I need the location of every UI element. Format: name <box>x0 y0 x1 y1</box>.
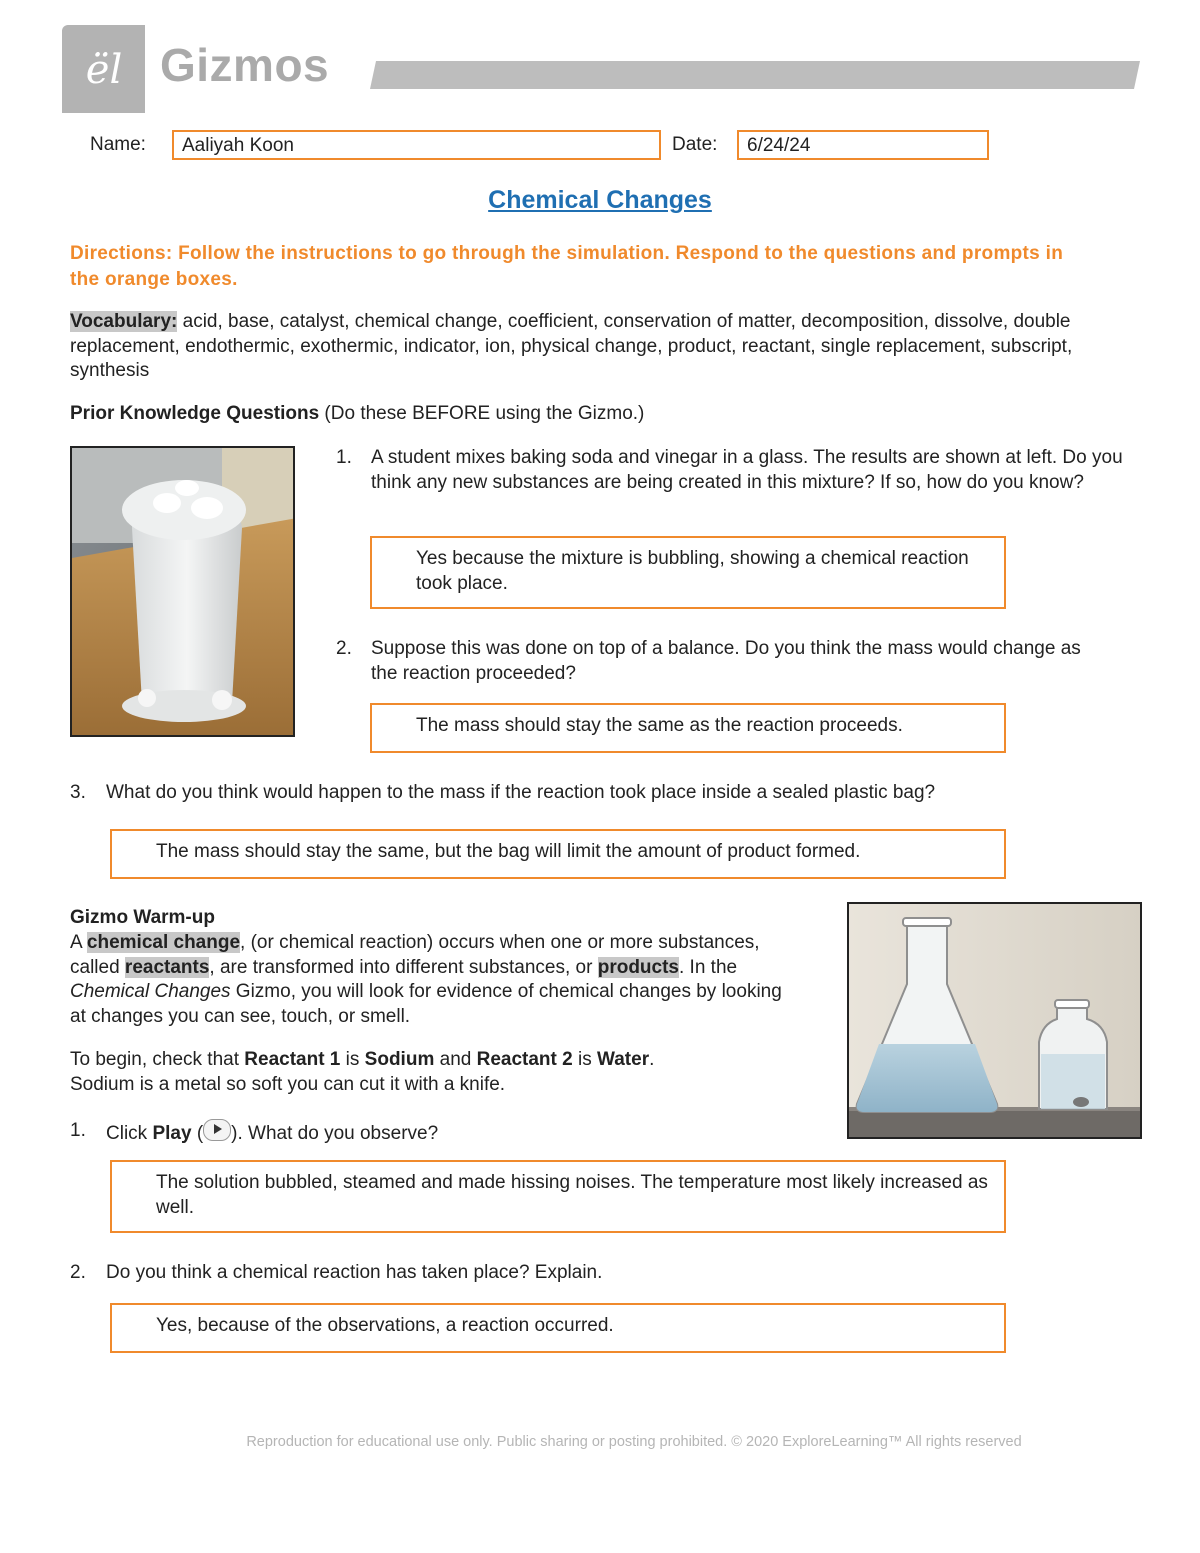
page-title: Chemical Changes <box>488 186 712 214</box>
foaming-glass-image <box>72 448 295 737</box>
question-text: A student mixes baking soda and vinegar in a glass. The results are shown at left. Do you think any new substances are being created in this mixture? If so, how do you know? <box>371 447 1123 493</box>
brand-name: Gizmos <box>160 39 330 91</box>
answer-text: The mass should stay the same, but the bag will limit the amount of product formed. <box>156 841 861 862</box>
vocabulary <box>70 310 1110 384</box>
explorelearning-logo <box>62 25 145 113</box>
answer-box-prior-1[interactable] <box>370 536 1006 609</box>
answer-text: Yes because the mixture is bubbling, showing a chemical reaction took place. <box>416 548 969 594</box>
name-label: Name: <box>90 134 146 155</box>
footer-copyright: Reproduction for educational use only. Public sharing or posting prohibited. © 2020 ExploreLearning™ All rights reserved <box>246 1434 1022 1450</box>
warmup-heading <box>70 906 215 931</box>
answer-text: The solution bubbled, steamed and made hissing noises. The temperature most likely increased as well. <box>156 1172 988 1218</box>
prior-knowledge-heading <box>70 402 644 427</box>
play-icon <box>203 1119 231 1141</box>
answer-box-prior-3[interactable] <box>110 829 1006 879</box>
vocabulary-label: Vocabulary: <box>70 311 178 332</box>
warmup-paragraph-2: To begin, check that Reactant 1 is Sodium and Reactant 2 is Water. Sodium is a metal so soft you can cut it with a knife. <box>70 1049 655 1095</box>
gizmo-flask-image <box>847 902 1142 1139</box>
question-text: Suppose this was done on top of a balance. Do you think the mass would change as the reaction proceeded? <box>371 638 1081 684</box>
question-number: 3. <box>70 782 86 803</box>
question-number: 1. <box>70 1120 86 1141</box>
svg-text:ël: ël <box>85 47 123 93</box>
directions: Directions: Follow the instructions to go through the simulation. Respond to the questions and prompts in the orange boxes. <box>70 243 1064 290</box>
play-label: Play <box>152 1123 192 1144</box>
flask-illustration <box>849 904 1142 1139</box>
question-text: Do you think a chemical reaction has taken place? Explain. <box>106 1262 603 1283</box>
answer-text: Yes, because of the observations, a reaction occurred. <box>156 1315 614 1336</box>
warmup-title: Gizmo Warm-up <box>70 907 215 928</box>
logo-glyph-icon <box>62 25 145 113</box>
date-label: Date: <box>672 134 718 155</box>
date-field[interactable]: 6/24/24 <box>737 130 989 160</box>
answer-box-warmup-1[interactable] <box>110 1160 1006 1233</box>
answer-text: The mass should stay the same as the reaction proceeds. <box>416 715 903 736</box>
answer-box-prior-2[interactable] <box>370 703 1006 753</box>
baking-soda-vinegar-photo <box>70 446 295 737</box>
prior-knowledge-title: Prior Knowledge Questions <box>70 403 320 424</box>
prior-question-2 <box>336 637 1126 686</box>
vocabulary-terms: acid, base, catalyst, chemical change, coefficient, conservation of matter, decomposition, dissolve, double replacement, endothermic, exothermic, indicator, ion, physical change, product, reactant, single replacement, subscript, synthesis <box>70 311 1073 381</box>
name-field[interactable]: Aaliyah Koon <box>172 130 661 160</box>
warmup-question-2 <box>70 1261 1070 1286</box>
gizmo-name: Chemical Changes <box>70 981 231 1002</box>
sodium-note: Sodium is a metal so soft you can cut it with a knife. <box>70 1073 506 1095</box>
term-reactants: reactants <box>124 956 210 978</box>
term-products: products <box>597 956 679 978</box>
question-number: 2. <box>336 638 352 659</box>
warmup-question-1: 1. Click Play ( ). What do you observe? <box>70 1120 439 1144</box>
question-number: 1. <box>336 447 352 468</box>
prior-knowledge-note: (Do these BEFORE using the Gizmo.) <box>319 403 645 424</box>
question-number: 2. <box>70 1262 86 1283</box>
prior-question-3 <box>70 781 1130 806</box>
warmup-paragraph-1: A chemical change, (or chemical reaction) occurs when one or more substances, called reactants, are transformed into different substances, or products. In the Chemical Changes Gizmo, you will look for evidence of chemical changes by looking at changes you can see, touch, or smell. <box>70 932 782 1027</box>
term-chemical-change: chemical change <box>86 932 241 953</box>
question-text: What do you think would happen to the mass if the reaction took place inside a sealed plastic bag? <box>106 782 936 803</box>
prior-question-1 <box>336 446 1126 495</box>
answer-box-warmup-2[interactable] <box>110 1303 1006 1353</box>
header-bar <box>370 61 1140 89</box>
